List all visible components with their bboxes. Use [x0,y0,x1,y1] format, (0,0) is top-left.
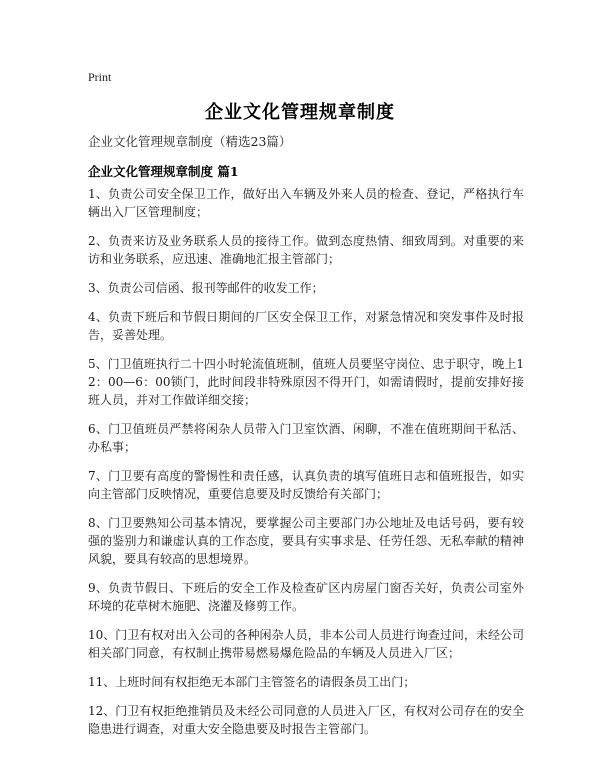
paragraph: 9、负责节假日、下班后的安全工作及检查矿区内房屋门窗否关好，负责公司室外环境的花草树木施肥、浇灌及修剪工作。 [88,581,524,613]
paragraph: 7、门卫要有高度的警惕性和责任感，认真负责的填写值班日志和值班报告，如实向主管部门反映情况，重要信息要及时反馈给有关部门； [88,469,524,501]
paragraph: 6、门卫值班员严禁将闲杂人员带入门卫室饮酒、闲聊，不准在值班期间干私活、办私事； [88,422,524,454]
paragraph: 5、门卫值班执行二十四小时轮流值班制，值班人员要坚守岗位、忠于职守，晚上12：00—6：00锁门，此时间段非特殊原因不得开门，如需请假时，提前安排好接班人员，并对工作做详细交接； [88,357,524,407]
document-subtitle: 企业文化管理规章制度（精选23篇） [88,134,292,149]
document-body [88,185,524,749]
paragraph: 8、门卫要熟知公司基本情况，要掌握公司主要部门办公地址及电话号码，要有较强的鉴别力和谦虚认真的工作态度，要具有实事求是、任劳任怨、无私奉献的精神风貌，要具有较高的思想境界。 [88,516,524,566]
paragraph: 4、负责下班后和节假日期间的厂区安全保卫工作，对紧急情况和突发事件及时报告，妥善处理。 [88,310,524,342]
section-heading: 企业文化管理规章制度 篇1 [88,164,239,179]
page-title: 企业文化管理规章制度 [205,102,395,123]
paragraph: 10、门卫有权对出入公司的各种闲杂人员，非本公司人员进行询查过问，未经公司相关部门同意，有权制止携带易燃易爆危险品的车辆及人员进入厂区； [88,628,524,660]
paragraph: 11、上班时间有权拒绝无本部门主管签名的请假条员工出门； [88,675,416,689]
paragraph: 12、门卫有权拒绝推销员及未经公司同意的人员进入厂区，有权对公司存在的安全隐患进行调查，对重大安全隐患要及时报告主管部门。 [88,704,524,736]
paragraph: 1、负责公司安全保卫工作，做好出入车辆及外来人员的检查、登记，严格执行车辆出入厂区管理制度； [88,187,524,219]
paragraph: 3、负责公司信函、报刊等邮件的收发工作； [88,281,324,295]
paragraph: 2、负责来访及业务联系人员的接待工作。做到态度热情、细致周到。对重要的来访和业务联系，应迅速、准确地汇报主管部门； [88,234,524,266]
print-link[interactable]: Print [88,70,112,84]
